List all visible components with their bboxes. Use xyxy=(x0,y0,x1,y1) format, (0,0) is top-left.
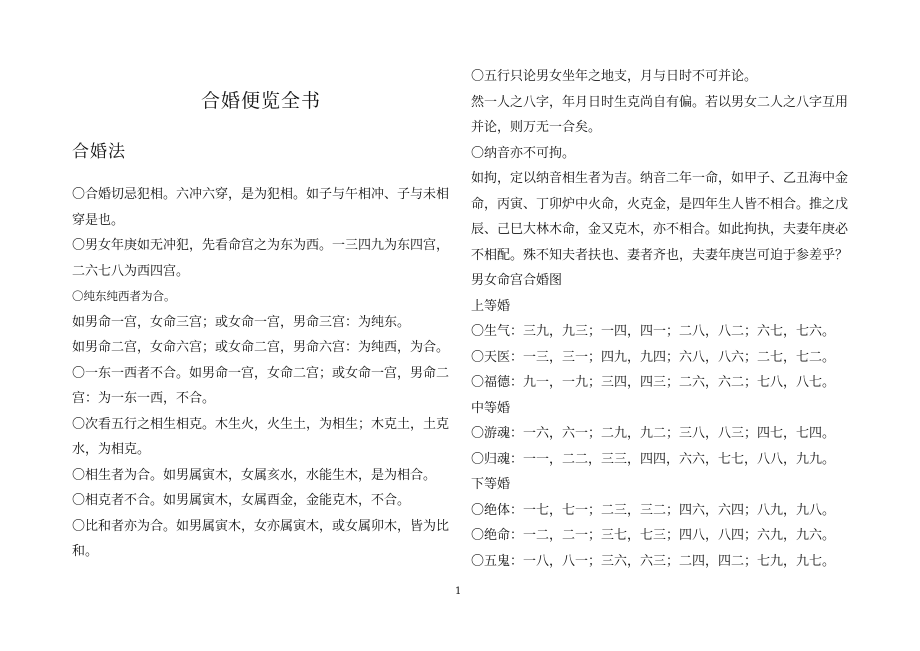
text-line: 〇一东一西者不合。如男命一宫，女命二宫；或女命一宫，男命二 xyxy=(72,365,450,381)
right-text-block xyxy=(471,64,848,574)
diagram-heading: 男女命宫合婚图 xyxy=(471,273,563,288)
text-line: 和。 xyxy=(72,544,99,559)
text-line: 〇游魂：一六，六一；二九，九二；三八，八三；四七，七四。 xyxy=(471,426,836,441)
text-line: 然一人之八字，年月日时生克尚自有偏。若以男女二人之八字互用 xyxy=(471,94,849,110)
text-line: 〇绝命：一二，二一；三七，七三；四八，八四；六九，九六。 xyxy=(471,528,836,543)
text-line: 如男命二宫，女命六宫；或女命二宫，男命六宫：为纯西，为合。 xyxy=(72,340,450,355)
text-line: 如男命一宫，女命三宫；或女命一宫，男命三宫：为纯东。 xyxy=(72,314,411,330)
text-line: 〇天医：一三，三一；四九，九四；六八，八六；二七，七二。 xyxy=(471,349,836,365)
text-line: 水，为相克。 xyxy=(72,442,151,457)
text-line: 穿是也。 xyxy=(72,212,125,228)
text-line: 如拘，定以纳音相生者为吉。纳音二年一命，如甲子、乙丑海中金 xyxy=(471,171,849,186)
text-line: 〇男女年庚如无冲犯，先看命宫之为东为西。一三四九为东四宫， xyxy=(72,238,450,253)
text-line: 宫：为一东一西，不合。 xyxy=(72,391,216,406)
text-line: 辰、己巳大林木命，金又克木，亦不相合。如此拘执，夫妻年庚必 xyxy=(471,222,849,237)
text-line: 〇相克者不合。如男属寅木，女属酉金，金能克木，不合。 xyxy=(72,493,411,508)
page-title: 合婚便览全书 xyxy=(200,90,321,112)
grade-heading: 下等婚 xyxy=(471,477,511,492)
text-line: 并论，则万无一合矣。 xyxy=(471,120,602,135)
text-line: 〇归魂：一一，二二，三三，四四，六六，七七，八八，九九。 xyxy=(471,451,836,467)
text-line: 〇福德：九一，一九；三四，四三；二六，六二；七八，八七。 xyxy=(471,375,836,390)
text-line: 〇次看五行之相生相克。木生火，火生土，为相生；木克土，土克 xyxy=(72,416,450,432)
text-line: 〇五行只论男女坐年之地支，月与日时不可并论。 xyxy=(471,69,758,84)
text-line: 〇五鬼：一八，八一；三六，六三；二四，四二；七九，九七。 xyxy=(471,553,836,569)
page-number: 1 xyxy=(455,586,462,597)
text-line: 命，丙寅、丁卯炉中火命，火克金，是四年生人皆不相合。推之戊 xyxy=(471,196,849,212)
text-line: 不相配。殊不知夫者扶也、妻者齐也，夫妻年庚岂可迫于参差乎？ xyxy=(471,247,849,263)
text-line: 〇合婚切忌犯相。六冲六穿，是为犯相。如子与午相冲、子与未相 xyxy=(72,187,450,202)
text-line: 〇纯东纯西者为合。 xyxy=(72,289,176,303)
text-line: 〇相生者为合。如男属寅木，女属亥水，水能生木，是为相合。 xyxy=(72,467,437,483)
grade-heading: 中等婚 xyxy=(471,400,511,416)
grade-heading: 上等婚 xyxy=(471,298,511,314)
text-line: 〇纳音亦不可拘。 xyxy=(471,145,576,161)
text-line: 〇生气：三九，九三；一四，四一；二八，八二；六七，七六。 xyxy=(471,324,836,339)
left-text-block xyxy=(72,182,449,565)
section-heading: 合婚法 xyxy=(72,142,126,162)
text-line: 〇绝体：一七，七一；二三，三二；四六，六四；八九，九八。 xyxy=(471,502,836,518)
text-line: 二六七八为西四宫。 xyxy=(72,263,190,279)
text-line: 〇比和者亦为合。如男属寅木，女亦属寅木，或女属卯木，皆为比 xyxy=(72,518,450,534)
